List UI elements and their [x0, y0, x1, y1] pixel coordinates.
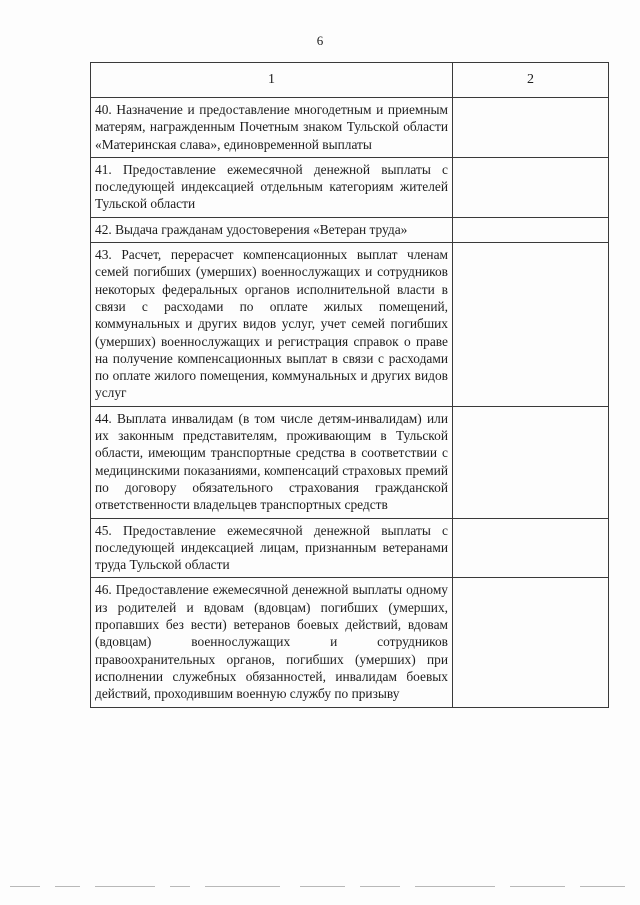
row-42-col2	[453, 217, 609, 242]
column-header-2: 2	[453, 63, 609, 98]
row-45-col2	[453, 518, 609, 578]
row-46-text: 46. Предоставление ежемесячной денежной выплаты одному из родителей и вдовам (вдовцам) погибших (умерших, пропавших без вести) ветеранов боевых действий, вдовам (вдовцам) военнослужащих и сотрудников правоохранительных органов, погибших (умерших) при исполнении служебных обязанностей, инвалидам боевых действий, проходившим военную службу по призыву	[91, 578, 453, 707]
row-43-text: 43. Расчет, перерасчет компенсационных выплат членам семей погибших (умерших) военнослужащих и сотрудников некоторых федеральных органов исполнительной власти в связи с расходами по оплате жилых помещений, коммунальных и других видов услуг, учет семей погибших (умерших) военнослужащих и регистрация справок о праве на получение компенсационных выплат в связи с расходами по оплате жилого помещения, коммунальных и других видов услуг	[91, 243, 453, 407]
table-row	[91, 217, 609, 242]
row-44-col2	[453, 406, 609, 518]
table-row	[91, 243, 609, 407]
table-header-row	[91, 63, 609, 98]
row-45-text: 45. Предоставление ежемесячной денежной выплаты с последующей индексацией лицам, признанным ветеранами труда Тульской области	[91, 518, 453, 578]
services-table	[90, 62, 609, 708]
table-row	[91, 518, 609, 578]
row-42-text: 42. Выдача гражданам удостоверения «Ветеран труда»	[91, 217, 453, 242]
row-40-text: 40. Назначение и предоставление многодетным и приемным матерям, награжденным Почетным знаком Тульской области «Материнская слава», единовременной выплаты	[91, 98, 453, 158]
row-41-col2	[453, 157, 609, 217]
table-row	[91, 98, 609, 158]
column-header-1: 1	[91, 63, 453, 98]
row-43-col2	[453, 243, 609, 407]
table-row	[91, 578, 609, 707]
row-40-col2	[453, 98, 609, 158]
row-41-text: 41. Предоставление ежемесячной денежной выплаты с последующей индексацией отдельным категориям жителей Тульской области	[91, 157, 453, 217]
table-row	[91, 406, 609, 518]
row-44-text: 44. Выплата инвалидам (в том числе детям-инвалидам) или их законным представителям, проживающим в Тульской области, имеющим транспортные средства в соответствии с медицинскими показаниями, компенсаций страховых премий по договору обязательного страхования гражданской ответственности владельцев транспортных средств	[91, 406, 453, 518]
row-46-col2	[453, 578, 609, 707]
table-row	[91, 157, 609, 217]
page-number: 6	[316, 33, 324, 48]
scan-artifact-lines	[0, 886, 640, 892]
